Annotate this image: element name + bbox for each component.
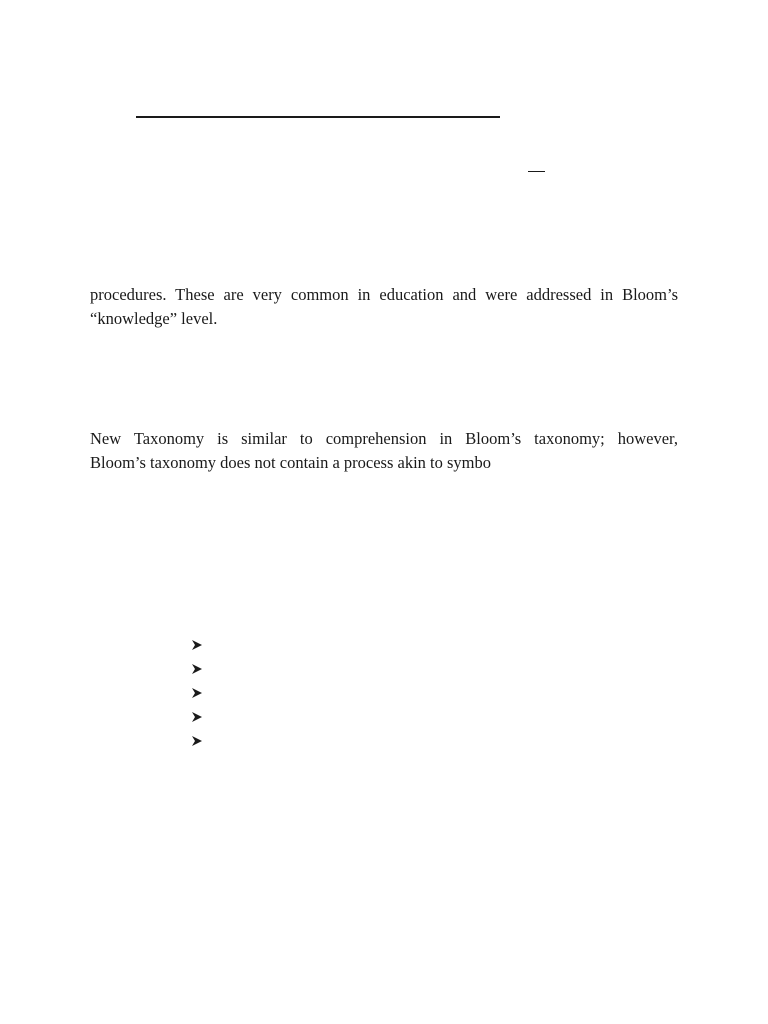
- dash-mark: [528, 171, 545, 172]
- list-item: [191, 682, 203, 706]
- paragraph-line: procedures. These are very common in education and were addressed in Bloom’s: [90, 285, 678, 304]
- paragraph-knowledge-level: [90, 283, 678, 331]
- paragraph-line: Bloom’s taxonomy does not contain a process akin to symbo: [90, 453, 491, 472]
- paragraph-line: New Taxonomy is similar to comprehension in Bloom’s taxonomy; however,: [90, 429, 678, 448]
- arrowhead-bullet-icon: [191, 639, 203, 651]
- list-item: [191, 634, 203, 658]
- paragraph-comprehension: [90, 427, 678, 475]
- title-underline-rule: [136, 116, 500, 118]
- list-item: [191, 706, 203, 730]
- arrowhead-bullet-icon: [191, 711, 203, 723]
- arrowhead-bullet-icon: [191, 663, 203, 675]
- arrowhead-bullet-icon: [191, 687, 203, 699]
- arrowhead-bullet-icon: [191, 735, 203, 747]
- paragraph-line: “knowledge” level.: [90, 309, 218, 328]
- bullet-list: [191, 634, 203, 754]
- list-item: [191, 730, 203, 754]
- list-item: [191, 658, 203, 682]
